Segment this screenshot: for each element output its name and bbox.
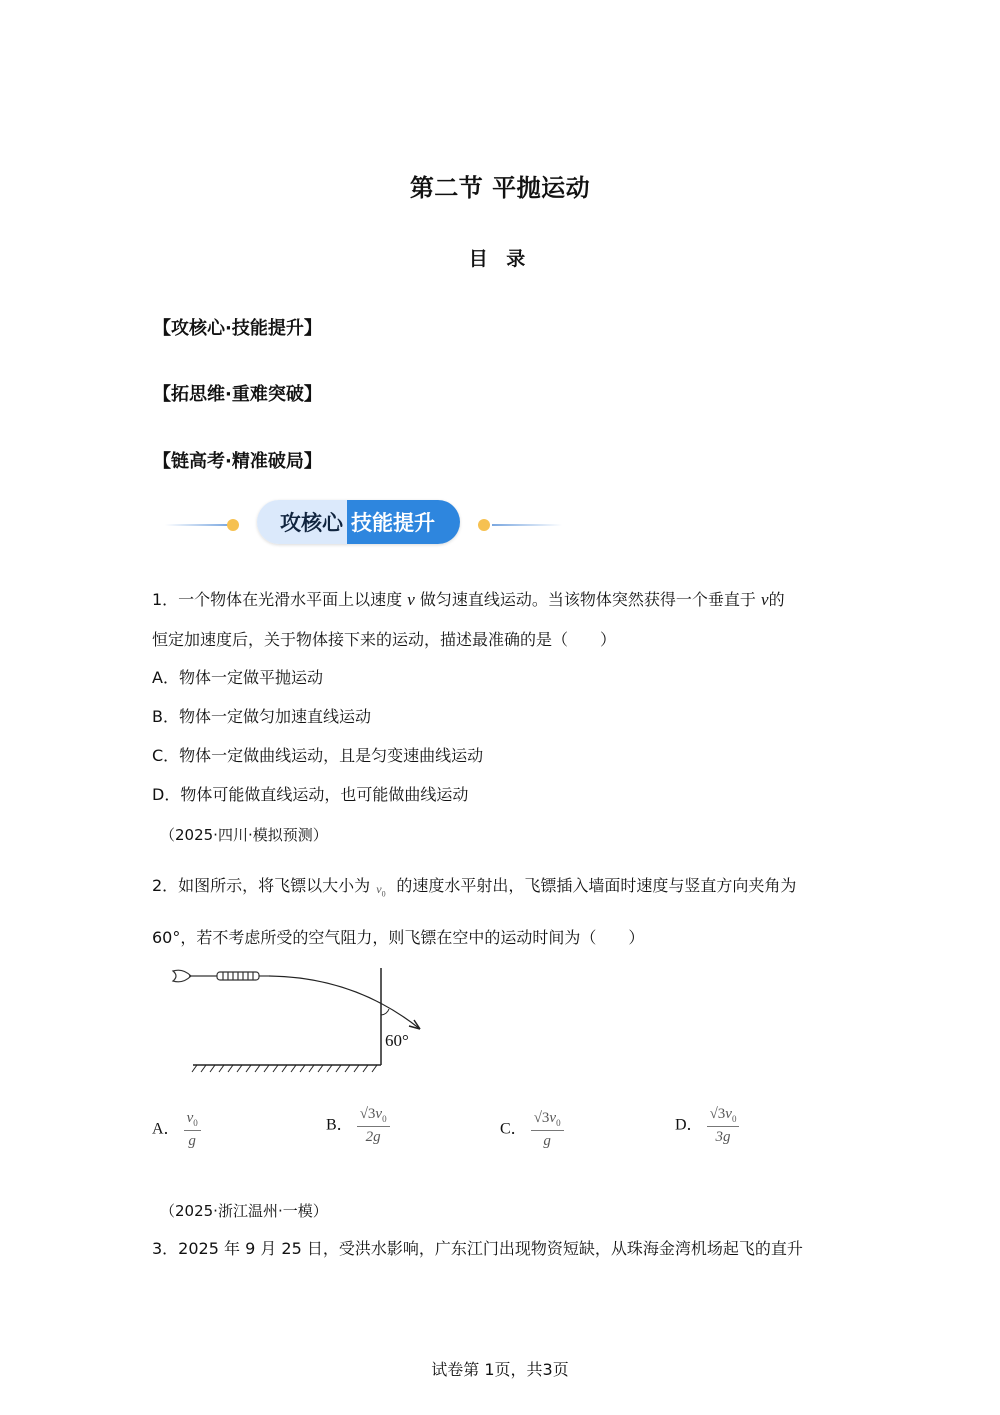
- q2-option-b-fraction: $\frac{√3v_0}{2g}$: [357, 1106, 390, 1146]
- q1-text-b: 做匀速直线运动。当该物体突然获得一个垂直于: [419, 590, 756, 609]
- q2-line2: 60°，若不考虑所受的空气阻力，则飞镖在空中的运动时间为（ ）: [152, 928, 645, 947]
- dart-icon: [173, 970, 269, 982]
- ground-hatch: [192, 1065, 377, 1072]
- q2-option-b[interactable]: [326, 1106, 390, 1146]
- q2-option-d[interactable]: [675, 1106, 739, 1146]
- q2-option-b-letter: B．: [326, 1116, 353, 1134]
- q1-var-v-2: v: [761, 590, 769, 609]
- q2-option-c-fraction: $\frac{√3v_0}{g}$: [531, 1110, 564, 1150]
- q2-source: （2025·四川·模拟预测）: [160, 826, 328, 844]
- banner-left-line: [165, 524, 229, 526]
- q2-option-d-fraction: $\frac{√3v_0}{3g}$: [707, 1106, 740, 1146]
- banner-pill: [257, 500, 460, 544]
- section-banner: [165, 498, 565, 550]
- banner-left-dot: [227, 519, 239, 531]
- q2-text-b: 的速度水平射出，飞镖插入墙面时速度与竖直方向夹角为: [396, 876, 797, 895]
- q2-option-c[interactable]: [500, 1110, 564, 1150]
- toc-item-exam[interactable]: 【链高考·精准破局】: [153, 451, 322, 472]
- banner-right-line: [492, 524, 562, 526]
- q2-option-a[interactable]: [152, 1110, 201, 1150]
- q1-text-a: 1．一个物体在光滑水平面上以速度: [152, 590, 403, 609]
- q2-option-d-letter: D．: [675, 1116, 703, 1134]
- q1-line1: 1．一个物体在光滑水平面上以速度 v 做匀速直线运动。当该物体突然获得一个垂直于 v的: [152, 590, 785, 609]
- q1-line2: 恒定加速度后，关于物体接下来的运动，描述最准确的是（ ）: [152, 630, 617, 649]
- toc-heading: 目 录: [468, 248, 532, 270]
- q2-text-a: 2．如图所示，将飞镖以大小为: [152, 876, 371, 895]
- q1-option-b[interactable]: B．物体一定做匀加速直线运动: [152, 707, 371, 726]
- q2-option-a-letter: A．: [152, 1120, 180, 1138]
- banner-right-dot: [478, 519, 490, 531]
- q2-line1: 2．如图所示，将飞镖以大小为 $v_0$ 的速度水平射出，飞镖插入墙面时速度与竖直方向夹角为: [152, 876, 797, 899]
- q3-line1: 3．2025 年 9 月 25 日，受洪水影响，广东江门出现物资短缺，从珠海金湾机场起飞的直升: [152, 1239, 803, 1258]
- page-footer: 试卷第 1页，共3页: [431, 1360, 569, 1379]
- q1-option-d[interactable]: D．物体可能做直线运动，也可能做曲线运动: [152, 785, 469, 804]
- toc-item-core-skills[interactable]: 【攻核心·技能提升】: [153, 318, 322, 339]
- trajectory-path: [269, 976, 420, 1029]
- q1-option-a[interactable]: A．物体一定做平抛运动: [152, 668, 323, 687]
- q1-var-v: v: [407, 590, 415, 609]
- angle-arc: [381, 1009, 389, 1015]
- q1-option-c[interactable]: C．物体一定做曲线运动，且是匀变速曲线运动: [152, 746, 484, 765]
- angle-label: 60°: [385, 1031, 409, 1050]
- q2-option-a-fraction: $\frac{v_0}{g}$: [184, 1110, 201, 1150]
- banner-left-text: 攻核心: [257, 500, 347, 544]
- q2-option-c-letter: C．: [500, 1120, 527, 1138]
- dart-figure: [165, 963, 435, 1073]
- q3-source: （2025·浙江温州·一模）: [160, 1202, 328, 1220]
- page-title: 第二节 平抛运动: [409, 174, 591, 202]
- banner-right-text: 技能提升: [347, 500, 460, 544]
- toc-item-thinking[interactable]: 【拓思维·重难突破】: [153, 384, 322, 405]
